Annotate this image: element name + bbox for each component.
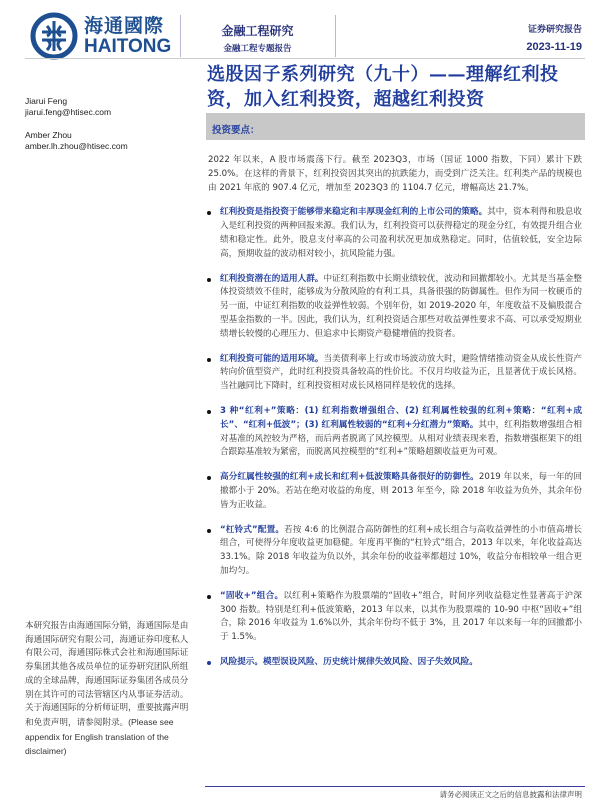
bullet-item: 红利投资是指投资于能够带来稳定和丰厚现金红利的上市公司的策略。其中，资本利得和股息收入是红利投资的两种回报来源。我们认为，红利投资可以获得稳定的现金分红，有效提升组合业绩和稳定性。此外，股息支付率高的公司盈利状况更加成熟稳定。同时，估值较低，安全边际高，预期收益的波动相对较小，抗风险能力强。 bbox=[208, 206, 582, 261]
haitong-logo bbox=[30, 12, 171, 60]
footer-note: 请务必阅读正文之后的信息披露和法律声明 bbox=[439, 790, 582, 799]
bullet-item: “固收+”组合。以红利+策略作为股票端的“固收+”组合，时间序列收益稳定性显著高于沪深 300 指数。特别是红利+低波策略，2013 年以来，以其作为股票端的 10-90 中枢“固收+”组合，除 2016 年收益为 1.6%以外，其余年份均不低于 3%，且 2017 年以来每一年的回撤都小于 1.5%。 bbox=[208, 590, 582, 645]
author-email[interactable]: amber.lh.zhou@htisec.com bbox=[25, 141, 128, 151]
footer-rule bbox=[205, 786, 585, 787]
haitong-emblem-icon bbox=[30, 12, 78, 60]
author-email[interactable]: jiarui.feng@htisec.com bbox=[25, 107, 112, 117]
disclaimer: 本研究报告由海通国际分销，海通国际是由海通国际研究有限公司，海通证券印度私人有限公司，海通国际株式会社和海通国际证券集团其他各成员单位的证券研究团队所组成的全球品牌，海通国际证券集团各成员分别在其许可的司法管辖区内从事证券活动。关于海通国际的分析师证明，重要披露声明和免责声明，请参阅附录。(Please see appendix for English translation of the disclaimer) bbox=[25, 621, 189, 757]
summary-heading: 投资要点： bbox=[206, 113, 585, 140]
sub-department: 金融工程专题报告 bbox=[223, 44, 292, 54]
logo-chinese: 海通國際 bbox=[84, 15, 165, 37]
summary-body bbox=[208, 154, 582, 681]
bullet-item: 3 种“红利+”策略：(1) 红利指数增强组合、(2) 红利属性较强的红利+策略：“红利+成长”、“红利+低波”；(3) 红利属性较弱的“红利+分红潜力”策略。其中，红利指数增强组合相对基准的风控较为严格，而后两者脱离了风控模型。从相对业绩表现来看，指数增强框架下的组合跟踪基准较为紧密，而脱离风控模型的“红利+”策略超额收益更为可观。 bbox=[208, 405, 582, 460]
logo-english: HAITONG bbox=[84, 36, 172, 57]
author-name: Amber Zhou bbox=[25, 130, 72, 140]
bullet-item: “杠铃式”配置。若按 4:6 的比例混合高防御性的红利+成长组合与高收益弹性的小市值高增长组合，可使得分年度收益更加稳健。年度再平衡的“杠铃式”组合，2013 年以来，年化收益高达 33.1%。除 2018 年收益为负以外，其余年份的收益率都超过 10%，收益分布相较单一组合更加均匀。 bbox=[208, 524, 582, 579]
bullet-item: 高分红属性较强的红利+成长和红利+低波策略具备很好的防御性。2019 年以来，每一年的回撤都小于 20%。若站在绝对收益的角度，则 2013 年至今，除 2018 年收益为负外，其余年份皆为正收益。 bbox=[208, 471, 582, 512]
bullet-item: 红利投资可能的适用环境。当美债利率上行或市场波动放大时，避险情绪推动资金从成长性资产转向价值型资产，此时红利投资具备较高的性价比。不仅月均收益为正，且显著优于成长风格。当社融同比下降时，红利投资相对成长风格同样是较优的选择。 bbox=[208, 353, 582, 394]
authors bbox=[25, 96, 128, 152]
bullet-item: 红利投资潜在的适用人群。中证红利指数中长期业绩较优，波动和回撤都较小。尤其是当基金整体投资绩效不佳时，能够成为分散风险的有利工具，具备很强的防御属性。但作为同一枚硬币的另一面，中证红利指数的收益弹性较弱。个别年份，如 2019-2020 年，年度收益不及偏股混合型基金指数的一半。因此，我们认为，红利投资适合那些对收益弹性要求不高、可以承受短期业绩增长较慢的心理压力、但追求中长期资产稳健增值的投资者。 bbox=[208, 273, 582, 342]
report-date: 2023-11-19 bbox=[526, 41, 582, 53]
header-rule bbox=[25, 58, 585, 59]
author-name: Jiarui Feng bbox=[25, 96, 68, 106]
department: 金融工程研究 bbox=[221, 24, 294, 38]
intro-paragraph: 2022 年以来，A 股市场震荡下行。截至 2023Q3，市场（国证 1000 指数，下同）累计下跌 25.0%。在这样的背景下，红利投资因其突出的抗跌能力，而受到广泛关注。红利类产品的规模也由 2021 年底的 907.4 亿元，增加至 2023Q3 的 1104.7 亿元，增幅高达 21.7%。 bbox=[208, 155, 582, 193]
report-type: 证券研究报告 bbox=[527, 25, 582, 35]
report-title: 选股因子系列研究（九十）——理解红利投资，加入红利投资，超越红利投资 bbox=[207, 64, 559, 110]
risk-warning: 风险提示。模型误设风险、历史统计规律失效风险、因子失效风险。 bbox=[208, 656, 582, 670]
header-divider bbox=[335, 15, 336, 57]
